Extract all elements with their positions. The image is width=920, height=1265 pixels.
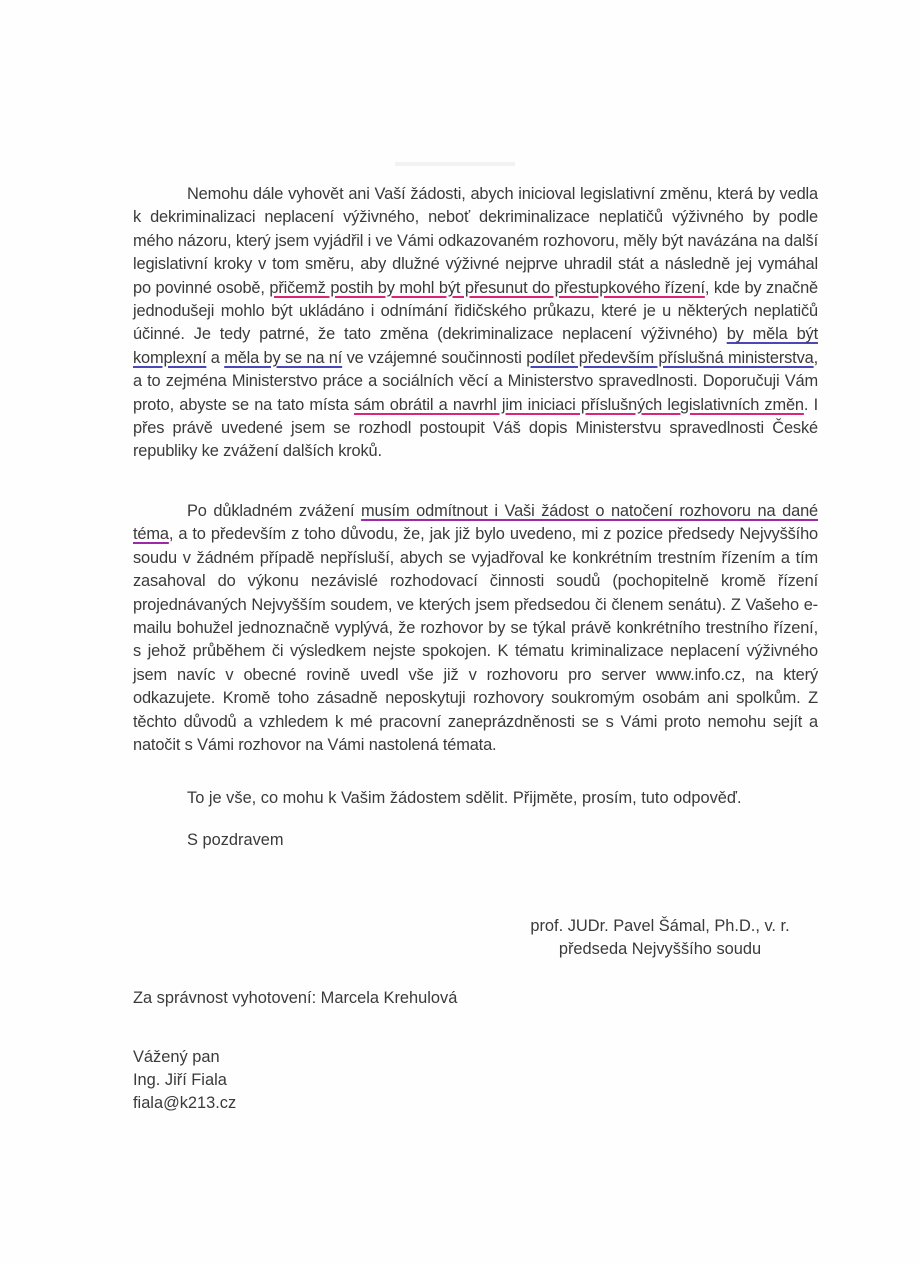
- recipient-name: Ing. Jiří Fiala: [133, 1071, 227, 1089]
- highlight-underline: by měla být komplexní: [133, 325, 818, 367]
- recipient-email: fiala@k213.cz: [133, 1094, 237, 1112]
- text: . I přes právě uvedené jsem se rozhodl postoupit Váš dopis Ministerstvu spravedlnosti České republiky ke zvážení dalších kroků.: [133, 395, 818, 461]
- text: , a to zejména Ministerstvo práce a sociálních věcí a Ministerstvo spravedlnosti. Doporučuji Vám proto, abyste se na tato místa: [133, 348, 818, 414]
- signature-name: prof. JUDr. Pavel Šámal, Ph.D., v. r.: [530, 917, 790, 935]
- text: Nemohu dále vyhovět ani Vaší žádosti, abych inicioval legislativní změnu, která by vedla k dekriminalizaci neplacení výživného, neboť dekriminalizace neplatičů výživného by podle mého názoru, který jsem vyjádřil i ve Vámi odkazovaném rozhovoru, měly být navázána na další legislativní kroky v tom směru, aby dlužné výživné nejprve uhradil stát a následně jej vymáhal po povinné osobě,: [133, 185, 818, 297]
- faint-header-mark: [395, 162, 515, 166]
- text: ve vzájemné součinnosti: [342, 348, 527, 367]
- text: , kde by značně jednodušeji mohlo být ukládáno i odnímání řidičského průkazu, které je u některých neplatičů účinné. Je tedy patrné, že tato změna (dekriminalizace neplacení výživného): [133, 278, 819, 344]
- highlight-underline: podílet především příslušná ministerstva: [526, 348, 814, 367]
- signature-block: [520, 915, 800, 961]
- signature-title: předseda Nejvyššího soudu: [558, 940, 762, 958]
- highlight-underline: musím odmítnout i Vaši žádost o natočení rozhovoru na dané téma: [133, 502, 819, 544]
- text: , a to především z toho důvodu, že, jak již bylo uvedeno, mi z pozice předsedy Nejvyššího soudu v žádném případě nepřísluší, abych se vyjadřoval ke konkrétním trestním řízením a tím zasahoval do výkonu nezávislé rozhodovací činnosti soudů (pochopitelně kromě řízení projednávaných Nejvyšším soudem, ve kterých jsem předsedou či členem senátu). Z Vašeho e-mailu bohužel jednoznačně vyplývá, že rozhovor by se týkal právě konkrétního trestního řízení, s jehož průběhem či výsledkem nejste spokojen. K tématu kriminalizace neplacení výživného jsem navíc v obecné rovině uvedl vše již v rozhovoru pro server www.info.cz, na který odkazujete. Kromě toho zásadně neposkytuji rozhovory soukromým osobám ani spolkům. Z těchto důvodů a vzhledem k mé pracovní zaneprázdněnosti se s Vámi proto nemohu sejít a natočit s Vámi rozhovor na Vámi nastolená témata.: [133, 525, 818, 755]
- paragraph-2: [133, 500, 818, 757]
- text: a: [206, 348, 225, 367]
- highlight-underline: sám obrátil a navrhl jim iniciaci příslušných legislativních změn: [354, 395, 804, 414]
- greeting: S pozdravem: [187, 831, 284, 849]
- text: Po důkladném zvážení: [187, 502, 362, 520]
- recipient-salutation: Vážený pan: [133, 1048, 220, 1066]
- paragraph-1: [133, 183, 818, 464]
- highlight-underline: měla by se na ní: [224, 348, 343, 367]
- closing-sentence: To je vše, co mohu k Vašim žádostem sdělit. Přijměte, prosím, tuto odpověď.: [187, 789, 742, 807]
- correctness-note: Za správnost vyhotovení: Marcela Krehulová: [133, 989, 458, 1007]
- highlight-underline: přičemž postih by mohl být přesunut do přestupkového řízení: [269, 278, 705, 297]
